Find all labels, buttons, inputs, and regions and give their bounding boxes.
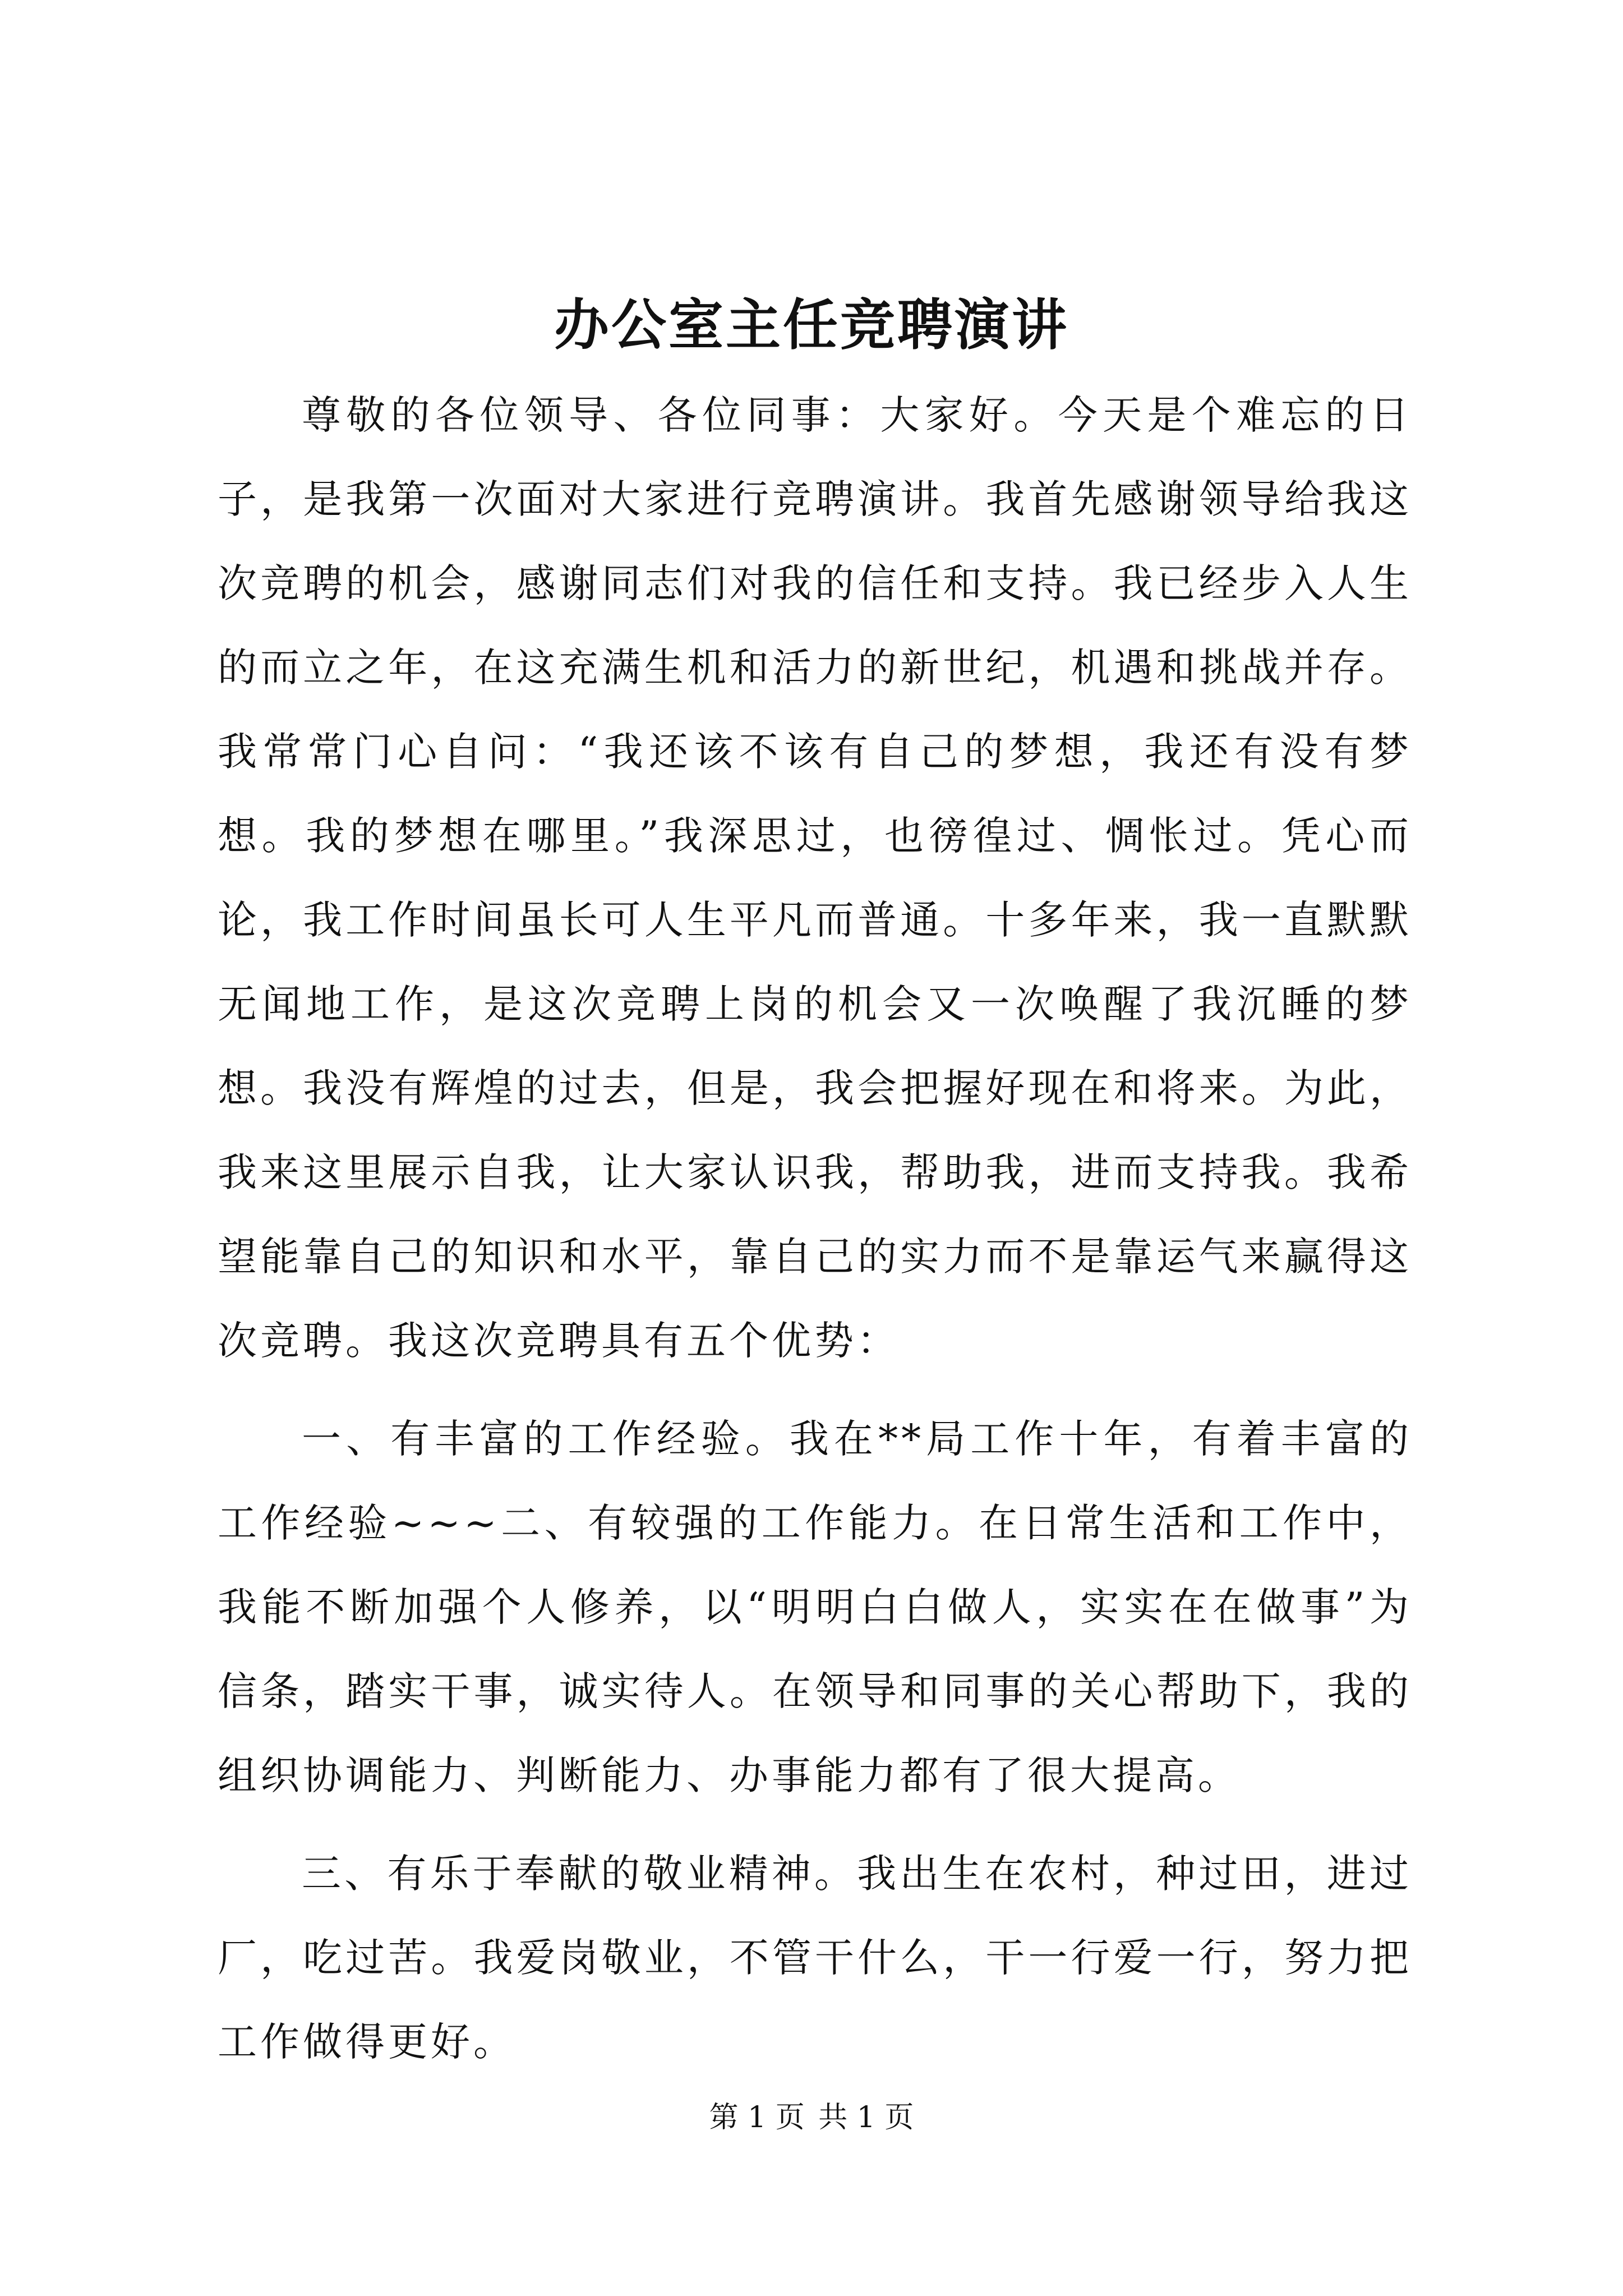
document-title: 办公室主任竞聘演讲	[554, 293, 1069, 357]
page-footer	[0, 2098, 1623, 2137]
document-body	[218, 373, 1412, 2084]
paragraph-advantage-three: 三、有乐于奉献的敬业精神。我出生在农村，种过田，进过厂，吃过苦。我爱岗敬业，不管干什么，干一行爱一行，努力把工作做得更好。	[218, 1851, 1412, 2065]
page-total: 共 1 页	[818, 2101, 914, 2134]
paragraph-advantages-one-two: 一、有丰富的工作经验。我在**局工作十年，有着丰富的工作经验~~~二、有较强的工作能力。在日常生活和工作中，我能不断加强个人修养，以“明明白白做人，实实在在做事”为信条，踏实干事，诚实待人。在领导和同事的关心帮助下，我的组织协调能力、判断能力、办事能力都有了很大提高。	[218, 1416, 1412, 1798]
page-number: 第 1 页	[709, 2101, 805, 2134]
paragraph-intro: 尊敬的各位领导、各位同事：大家好。今天是个难忘的日子，是我第一次面对大家进行竞聘演讲。我首先感谢领导给我这次竞聘的机会，感谢同志们对我的信任和支持。我已经步入人生的而立之年，在这充满生机和活力的新世纪，机遇和挑战并存。我常常门心自问：“我还该不该有自己的梦想，我还有没有梦想。我的梦想在哪里。”我深思过，也徬徨过、惆怅过。凭心而论，我工作时间虽长可人生平凡而普通。十多年来，我一直默默无闻地工作，是这次竞聘上岗的机会又一次唤醒了我沉睡的梦想。我没有辉煌的过去，但是，我会把握好现在和将来。为此，我来这里展示自我，让大家认识我，帮助我，进而支持我。我希望能靠自己的知识和水平，靠自己的实力而不是靠运气来赢得这次竞聘。我这次竞聘具有五个优势：	[218, 392, 1412, 1364]
